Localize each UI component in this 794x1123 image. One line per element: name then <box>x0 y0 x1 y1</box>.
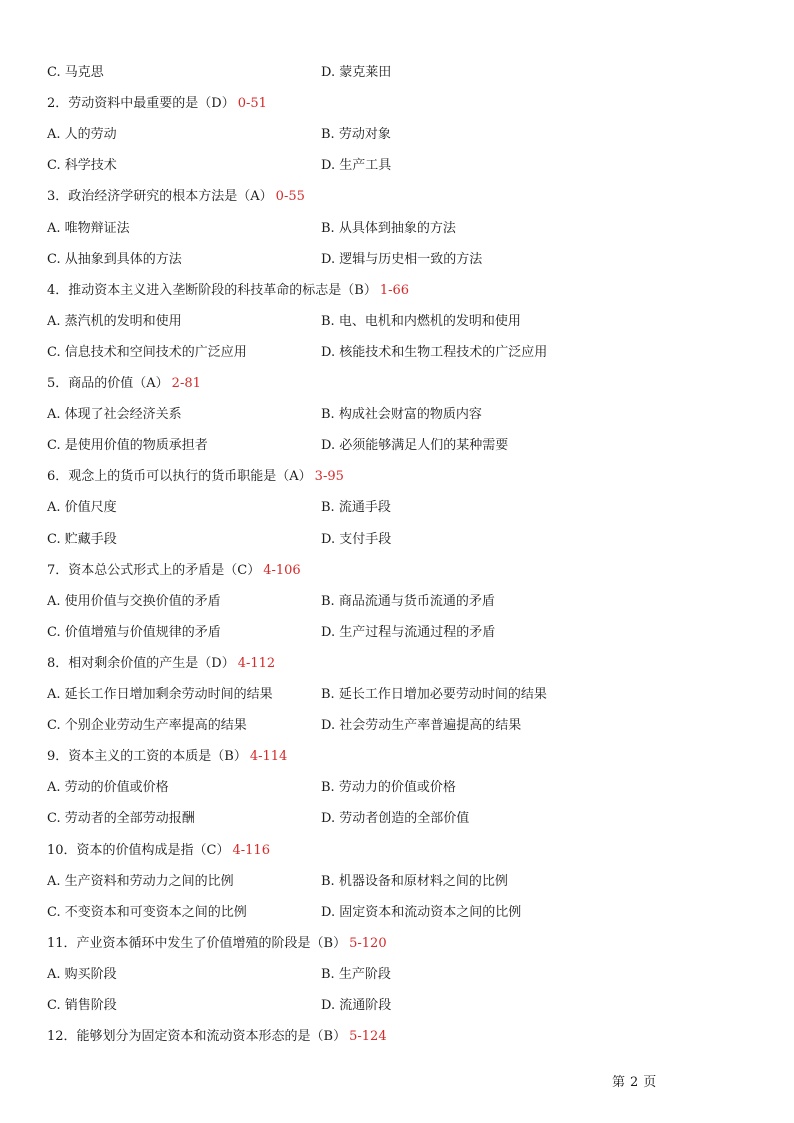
option-right: D. 社会劳动生产率普遍提高的结果 <box>321 718 522 734</box>
option-left: A. 使用价值与交换价值的矛盾 <box>47 593 221 609</box>
option-right: B. 流通手段 <box>321 500 391 516</box>
option-left: A. 延长工作日增加剩余劳动时间的结果 <box>47 687 273 702</box>
option-row <box>0 529 794 551</box>
question-text: 8．相对剩余价值的产生是（D） <box>47 655 235 671</box>
option-left: C. 从抽象到具体的方法 <box>47 251 182 267</box>
option-right: D. 核能技术和生物工程技术的广泛应用 <box>321 344 548 360</box>
question-row <box>0 933 794 955</box>
question-text: 6．观念上的货币可以执行的货币职能是（A） <box>47 469 312 485</box>
option-left: C. 价值增殖与价值规律的矛盾 <box>47 624 221 640</box>
option-left: A. 人的劳动 <box>47 127 117 143</box>
page-suffix: 页 <box>643 1075 657 1090</box>
option-right: D. 逻辑与历史相一致的方法 <box>321 251 483 267</box>
page-footer <box>612 1073 661 1093</box>
page-reference: 0-51 <box>237 96 267 112</box>
option-right: D. 生产过程与流通过程的矛盾 <box>321 624 496 640</box>
option-left: A. 体现了社会经济关系 <box>47 407 182 423</box>
option-left: A. 蒸汽机的发明和使用 <box>47 313 182 329</box>
option-right: D. 必须能够满足人们的某种需要 <box>321 438 509 454</box>
option-right: D. 生产工具 <box>321 158 392 174</box>
page-reference: 4-116 <box>232 842 270 858</box>
question-row <box>0 93 794 115</box>
question <box>47 933 387 955</box>
page-reference: 3-95 <box>314 469 344 485</box>
option-left: C. 是使用价值的物质承担者 <box>47 438 208 454</box>
page-reference: 4-106 <box>263 562 301 578</box>
option-row <box>0 995 794 1017</box>
option-row <box>0 777 794 799</box>
option-left: A. 生产资料和劳动力之间的比例 <box>47 873 234 889</box>
option-right: B. 从具体到抽象的方法 <box>321 220 456 236</box>
page-prefix: 第 <box>612 1075 626 1090</box>
option-row <box>0 497 794 519</box>
question <box>47 653 275 675</box>
option-right: B. 构成社会财富的物质内容 <box>321 407 482 423</box>
question-text: 9．资本主义的工资的本质是（B） <box>47 749 247 765</box>
question-text: 12．能够划分为固定资本和流动资本形态的是（B） <box>47 1029 347 1045</box>
option-right: B. 劳动对象 <box>321 127 391 143</box>
question-row <box>0 840 794 862</box>
option-left: C. 信息技术和空间技术的广泛应用 <box>47 344 247 360</box>
question <box>47 560 301 582</box>
page-reference: 5-124 <box>349 1029 387 1045</box>
question-row <box>0 746 794 768</box>
option-left: C. 贮藏手段 <box>47 531 117 547</box>
page-reference: 4-114 <box>249 749 288 765</box>
page-number: 2 <box>630 1075 639 1090</box>
question-text: 10．资本的价值构成是指（C） <box>47 842 230 858</box>
option-row <box>0 249 794 271</box>
question <box>47 746 287 768</box>
page-reference: 2-81 <box>171 376 201 391</box>
page-reference: 1-66 <box>379 282 410 298</box>
question <box>47 466 344 488</box>
question-row <box>0 560 794 582</box>
question-row <box>0 466 794 488</box>
option-left: C. 马克思 <box>47 65 104 80</box>
option-row <box>0 871 794 893</box>
option-left: A. 唯物辩证法 <box>47 220 130 236</box>
option-row <box>0 622 794 644</box>
question <box>47 93 267 115</box>
option-row <box>0 591 794 613</box>
question-row <box>0 280 794 302</box>
page-reference: 0-55 <box>275 189 305 205</box>
option-row <box>0 62 794 84</box>
question-row <box>0 653 794 675</box>
option-left: A. 劳动的价值或价格 <box>47 780 169 796</box>
question-row <box>0 1026 794 1048</box>
option-right: D. 流通阶段 <box>321 998 392 1013</box>
option-row <box>0 404 794 426</box>
question-row <box>0 373 794 395</box>
option-row <box>0 684 794 706</box>
option-right: D. 支付手段 <box>321 531 392 547</box>
option-left: C. 不变资本和可变资本之间的比例 <box>47 904 247 920</box>
option-row <box>0 964 794 986</box>
page-reference: 5-120 <box>349 935 387 951</box>
option-row <box>0 808 794 830</box>
question-text: 2．劳动资料中最重要的是（D） <box>47 96 235 112</box>
option-right: B. 延长工作日增加必要劳动时间的结果 <box>321 687 547 702</box>
question-text: 3．政治经济学研究的根本方法是（A） <box>47 189 273 205</box>
option-row <box>0 902 794 924</box>
question-text: 5．商品的价值（A） <box>47 376 169 391</box>
question <box>47 840 270 862</box>
option-right: D. 劳动者创造的全部价值 <box>321 811 470 827</box>
question-text: 11．产业资本循环中发生了价值增殖的阶段是（B） <box>47 935 347 951</box>
option-row <box>0 715 794 737</box>
option-right: B. 机器设备和原材料之间的比例 <box>321 873 508 889</box>
option-right: D. 蒙克莱田 <box>321 65 392 80</box>
question <box>47 186 305 208</box>
option-left: C. 科学技术 <box>47 158 117 174</box>
option-row <box>0 435 794 457</box>
question-row <box>0 186 794 208</box>
question <box>47 1026 387 1048</box>
option-left: C. 劳动者的全部劳动报酬 <box>47 811 195 827</box>
question <box>47 280 409 302</box>
option-right: B. 劳动力的价值或价格 <box>321 780 456 796</box>
option-row <box>0 311 794 333</box>
question-text: 4．推动资本主义进入垄断阶段的科技革命的标志是（B） <box>47 282 377 298</box>
option-right: B. 生产阶段 <box>321 966 391 982</box>
option-row <box>0 218 794 240</box>
option-right: D. 固定资本和流动资本之间的比例 <box>321 904 522 920</box>
option-right: B. 电、电机和内燃机的发明和使用 <box>321 313 521 329</box>
option-left: A. 购买阶段 <box>47 966 117 982</box>
option-row <box>0 342 794 364</box>
question-text: 7．资本总公式形式上的矛盾是（C） <box>47 562 261 578</box>
page-reference: 4-112 <box>237 655 276 671</box>
option-row <box>0 124 794 146</box>
option-right: B. 商品流通与货币流通的矛盾 <box>321 593 495 609</box>
option-left: C. 个别企业劳动生产率提高的结果 <box>47 718 247 734</box>
option-left: A. 价值尺度 <box>47 500 117 516</box>
option-row <box>0 155 794 177</box>
option-left: C. 销售阶段 <box>47 998 117 1013</box>
question <box>47 373 201 395</box>
